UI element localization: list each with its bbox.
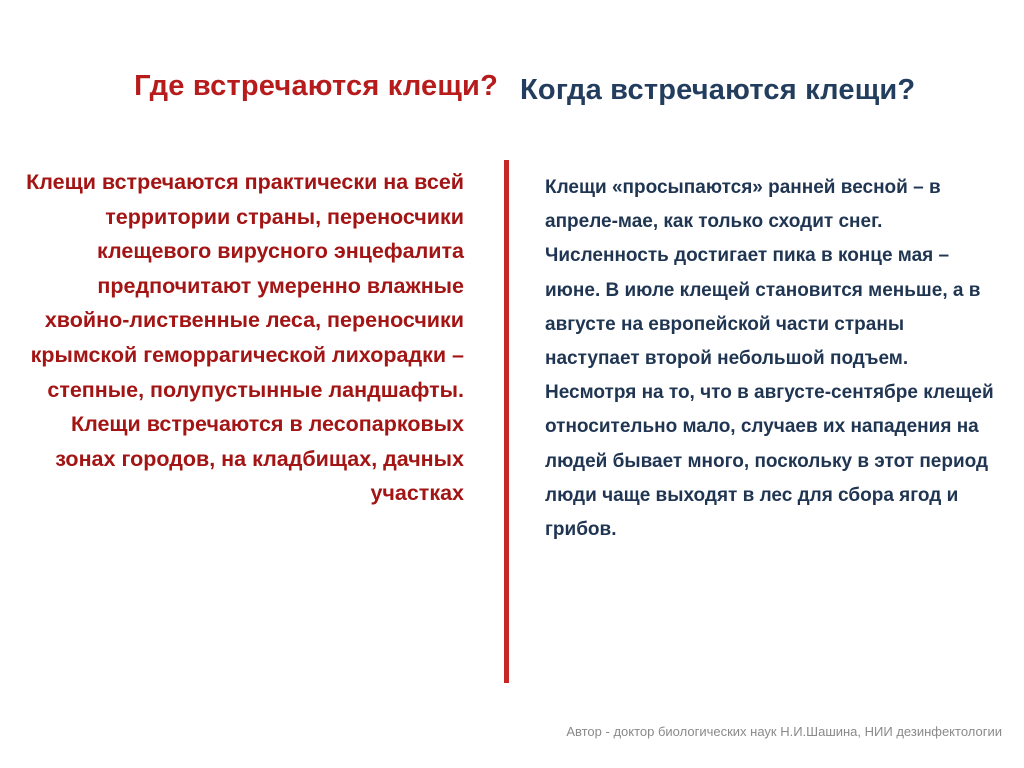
title-when-ticks: Когда встречаются клещи? bbox=[520, 74, 916, 106]
title-where-ticks: Где встречаются клещи? bbox=[134, 70, 498, 102]
text-season: Клещи «просыпаются» ранней весной – в апреле-мае, как только сходит снег. Численность достигает пика в конце мая – июне. В июле клещей становится меньше, а в августе на европейской части страны наступает второй небольшой подъем. Несмотря на то, что в августе-сентябре клещей относительно мало, случаев их нападения на людей бывает много, поскольку в этот период люди чаще выходят в лес для сбора ягод и грибов. bbox=[545, 177, 994, 541]
author-footer: Автор - доктор биологических наук Н.И.Шашина, НИИ дезинфектологии bbox=[566, 724, 1002, 739]
text-habitat: Клещи встречаются практически на всей территории страны, переносчики клещевого вирусного энцефалита предпочитают умеренно влажные хвойно-лиственные леса, переносчики крымской геморрагической лихорадки – степные, полупустынные ландшафты. Клещи встречаются в лесопарковых зонах городов, на кладбищах, дачных участках bbox=[26, 170, 464, 506]
vertical-divider bbox=[504, 160, 509, 683]
